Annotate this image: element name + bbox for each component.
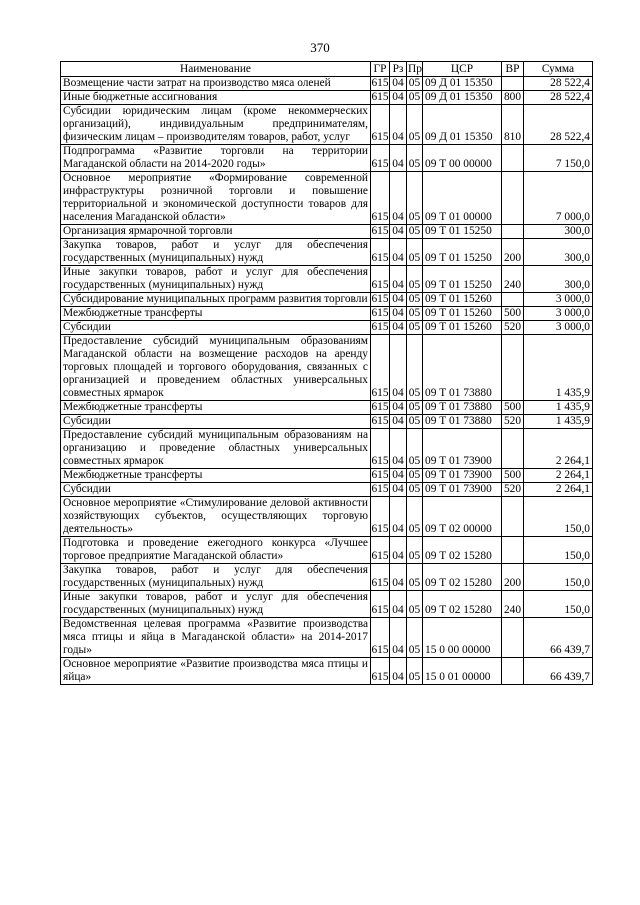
- cell-name: Предоставление субсидий муниципальным образованиям на организацию и проведение областных универсальных совместных ярмарок: [61, 429, 371, 469]
- cell-pr: 05: [407, 429, 423, 469]
- cell-name: Иные бюджетные ассигнования: [61, 91, 371, 105]
- cell-name: Ведомственная целевая программа «Развитие производства мяса птицы и яйца в Магаданской области» на 2014-2017 годы»: [61, 618, 371, 658]
- cell-pr: 05: [407, 618, 423, 658]
- cell-gr: 615: [371, 172, 390, 225]
- cell-gr: 615: [371, 105, 390, 145]
- table-row: [61, 401, 593, 415]
- cell-sum: 3 000,0: [524, 321, 593, 335]
- table-row: [61, 239, 593, 266]
- cell-vr: [502, 537, 524, 564]
- cell-pr: 05: [407, 483, 423, 497]
- cell-rz: 04: [390, 91, 407, 105]
- budget-table: [60, 61, 593, 685]
- cell-name: Основное мероприятие «Стимулирование деловой активности хозяйствующих субъектов, осуществляющих торговую деятельность»: [61, 497, 371, 537]
- table-row: [61, 266, 593, 293]
- cell-name: Субсидии: [61, 321, 371, 335]
- cell-pr: 05: [407, 321, 423, 335]
- cell-csr: 09 Т 01 73880: [423, 415, 502, 429]
- cell-csr: 09 Т 01 73900: [423, 429, 502, 469]
- header-pr: Пр: [408, 62, 422, 75]
- cell-vr: 520: [502, 483, 524, 497]
- table-row: [61, 429, 593, 469]
- table-row: [61, 105, 593, 145]
- cell-csr: 09 Т 02 15280: [423, 564, 502, 591]
- cell-sum: 28 522,4: [524, 77, 593, 91]
- cell-gr: 615: [371, 145, 390, 172]
- cell-vr: 520: [502, 415, 524, 429]
- cell-vr: 810: [502, 105, 524, 145]
- cell-pr: 05: [407, 293, 423, 307]
- cell-sum: 28 522,4: [524, 105, 593, 145]
- table-row: [61, 618, 593, 658]
- cell-csr: 09 Т 01 00000: [423, 172, 502, 225]
- table-header-row: [61, 62, 593, 77]
- cell-vr: 200: [502, 239, 524, 266]
- cell-name: Межбюджетные трансферты: [61, 307, 371, 321]
- cell-vr: [502, 293, 524, 307]
- cell-gr: 615: [371, 658, 390, 685]
- cell-csr: 09 Т 01 73880: [423, 401, 502, 415]
- table-row: [61, 564, 593, 591]
- cell-pr: 05: [407, 469, 423, 483]
- cell-csr: 09 Т 01 15250: [423, 225, 502, 239]
- cell-name: Организация ярмарочной торговли: [61, 225, 371, 239]
- cell-name: Закупка товаров, работ и услуг для обеспечения государственных (муниципальных) нужд: [61, 564, 371, 591]
- cell-rz: 04: [390, 618, 407, 658]
- table-row: [61, 321, 593, 335]
- cell-sum: 300,0: [524, 266, 593, 293]
- cell-gr: 615: [371, 401, 389, 413]
- cell-pr: 05: [407, 91, 423, 105]
- cell-pr: 05: [407, 105, 423, 145]
- cell-rz: 04: [390, 105, 407, 145]
- table-row: [61, 335, 593, 401]
- cell-gr: 615: [371, 429, 390, 469]
- cell-sum: 150,0: [524, 564, 593, 591]
- cell-pr: 05: [407, 335, 423, 401]
- cell-gr: 615: [371, 307, 389, 319]
- cell-name: Основное мероприятие «Развитие производства мяса птицы и яйца»: [61, 658, 371, 685]
- cell-gr: 615: [371, 77, 389, 89]
- cell-name: Предоставление субсидий муниципальным образованиям Магаданской области на возмещение расходов на аренду торговых площадей и торгового оборудования, связанных с организацией и проведением областных универсальных совместных ярмарок: [61, 335, 371, 401]
- cell-name: Возмещение части затрат на производство мяса оленей: [61, 77, 371, 91]
- cell-gr: 615: [371, 483, 389, 495]
- page-number: 370: [310, 40, 330, 55]
- cell-rz: 04: [390, 429, 407, 469]
- cell-vr: [502, 172, 524, 225]
- cell-name: Закупка товаров, работ и услуг для обеспечения государственных (муниципальных) нужд: [61, 239, 371, 266]
- cell-sum: 3 000,0: [524, 293, 593, 307]
- cell-csr: 09 Д 01 15350: [423, 105, 502, 145]
- header-sum: Сумма: [524, 62, 593, 77]
- cell-vr: [502, 497, 524, 537]
- table-row: [61, 497, 593, 537]
- cell-vr: [502, 145, 524, 172]
- cell-rz: 04: [390, 415, 407, 429]
- cell-csr: 09 Т 00 00000: [423, 145, 502, 172]
- cell-sum: 150,0: [524, 591, 593, 618]
- cell-name: Субсидирование муниципальных программ развития торговли: [61, 293, 371, 307]
- table-row: [61, 145, 593, 172]
- cell-vr: 500: [502, 469, 524, 483]
- cell-rz: 04: [390, 497, 407, 537]
- cell-csr: 09 Т 01 15260: [423, 307, 502, 321]
- header-rz: Рз: [390, 62, 407, 77]
- cell-gr: 615: [371, 266, 390, 293]
- cell-gr: 615: [371, 618, 390, 658]
- cell-sum: 28 522,4: [524, 91, 593, 105]
- cell-gr: 615: [371, 415, 389, 427]
- cell-rz: 04: [390, 591, 407, 618]
- cell-csr: 09 Т 01 15250: [423, 266, 502, 293]
- cell-sum: 3 000,0: [524, 307, 593, 321]
- table-row: [61, 537, 593, 564]
- table-row: [61, 172, 593, 225]
- cell-gr: 615: [371, 497, 390, 537]
- cell-csr: 09 Т 01 15260: [423, 293, 502, 307]
- cell-rz: 04: [390, 266, 407, 293]
- cell-pr: 05: [407, 239, 423, 266]
- cell-vr: [502, 77, 524, 91]
- cell-name: Межбюджетные трансферты: [61, 469, 371, 483]
- cell-sum: 150,0: [524, 537, 593, 564]
- cell-rz: 04: [390, 293, 407, 307]
- cell-sum: 2 264,1: [524, 429, 593, 469]
- cell-pr: 05: [407, 307, 423, 321]
- cell-rz: 04: [390, 401, 407, 415]
- cell-rz: 04: [390, 321, 407, 335]
- cell-rz: 04: [390, 307, 407, 321]
- cell-name: Основное мероприятие «Формирование современной инфраструктуры розничной торговли и повышение территориальной и экономической доступности товаров для населения Магаданской области»: [61, 172, 371, 225]
- cell-csr: 09 Д 01 15350: [423, 91, 502, 105]
- cell-csr: 09 Т 02 00000: [423, 497, 502, 537]
- cell-name: Подпрограмма «Развитие торговли на территории Магаданской области на 2014-2020 годы»: [61, 145, 371, 172]
- table-row: [61, 293, 593, 307]
- header-name: Наименование: [61, 62, 371, 77]
- cell-vr: 800: [502, 91, 524, 105]
- cell-csr: 09 Д 01 15350: [423, 77, 502, 91]
- cell-rz: 04: [390, 335, 407, 401]
- cell-rz: 04: [390, 658, 407, 685]
- cell-rz: 04: [390, 225, 407, 239]
- cell-sum: 2 264,1: [524, 469, 593, 483]
- table-row: [61, 591, 593, 618]
- cell-gr: 615: [371, 537, 390, 564]
- cell-gr: 615: [371, 91, 389, 103]
- cell-rz: 04: [390, 564, 407, 591]
- table-row: [61, 415, 593, 429]
- cell-gr: 615: [371, 321, 389, 333]
- table-row: [61, 225, 593, 239]
- table-row: [61, 658, 593, 685]
- cell-rz: 04: [390, 537, 407, 564]
- cell-pr: 05: [407, 537, 423, 564]
- cell-pr: 05: [407, 564, 423, 591]
- cell-csr: 15 0 01 00000: [423, 658, 502, 685]
- cell-name: Иные закупки товаров, работ и услуг для обеспечения государственных (муниципальных) нужд: [61, 266, 371, 293]
- cell-csr: 09 Т 01 15260: [423, 321, 502, 335]
- cell-vr: 500: [502, 401, 524, 415]
- cell-pr: 05: [407, 172, 423, 225]
- cell-sum: 66 439,7: [524, 658, 593, 685]
- header-csr: ЦСР: [423, 62, 502, 77]
- cell-vr: [502, 618, 524, 658]
- cell-gr: 615: [371, 564, 390, 591]
- cell-pr: 05: [407, 77, 423, 91]
- cell-rz: 04: [390, 77, 407, 91]
- cell-gr: 615: [371, 225, 389, 237]
- cell-pr: 05: [407, 415, 423, 429]
- table-row: [61, 483, 593, 497]
- cell-rz: 04: [390, 145, 407, 172]
- cell-rz: 04: [390, 483, 407, 497]
- cell-vr: [502, 335, 524, 401]
- header-vr: ВР: [502, 62, 524, 77]
- cell-gr: 615: [371, 293, 389, 305]
- cell-pr: 05: [407, 225, 423, 239]
- cell-vr: 240: [502, 266, 524, 293]
- cell-gr: 615: [371, 469, 389, 481]
- cell-sum: 7 150,0: [524, 145, 593, 172]
- cell-gr: 615: [371, 239, 390, 266]
- cell-name: Субсидии: [61, 415, 371, 429]
- cell-vr: [502, 225, 524, 239]
- cell-csr: 09 Т 01 15250: [423, 239, 502, 266]
- cell-sum: 2 264,1: [524, 483, 593, 497]
- cell-vr: 520: [502, 321, 524, 335]
- cell-rz: 04: [390, 239, 407, 266]
- cell-csr: 09 Т 02 15280: [423, 537, 502, 564]
- cell-csr: 15 0 00 00000: [423, 618, 502, 658]
- cell-rz: 04: [390, 469, 407, 483]
- cell-csr: 09 Т 02 15280: [423, 591, 502, 618]
- cell-rz: 04: [390, 172, 407, 225]
- header-gr: ГР: [371, 62, 390, 77]
- cell-pr: 05: [407, 145, 423, 172]
- cell-sum: 300,0: [524, 239, 593, 266]
- cell-gr: 615: [371, 591, 390, 618]
- cell-pr: 05: [407, 497, 423, 537]
- cell-pr: 05: [407, 266, 423, 293]
- cell-csr: 09 Т 01 73900: [423, 483, 502, 497]
- table-row: [61, 91, 593, 105]
- table-row: [61, 307, 593, 321]
- cell-vr: 200: [502, 564, 524, 591]
- cell-sum: 150,0: [524, 497, 593, 537]
- cell-sum: 1 435,9: [524, 335, 593, 401]
- table-row: [61, 77, 593, 91]
- cell-name: Субсидии юридическим лицам (кроме некоммерческих организаций), индивидуальным предпринимателям, физическим лицам – производителям товаров, работ, услуг: [61, 105, 371, 145]
- cell-name: Подготовка и проведение ежегодного конкурса «Лучшее торговое предприятие Магаданской области»: [61, 537, 371, 564]
- cell-name: Субсидии: [61, 483, 371, 497]
- cell-pr: 05: [407, 591, 423, 618]
- cell-csr: 09 Т 01 73900: [423, 469, 502, 483]
- table-row: [61, 469, 593, 483]
- cell-name: Межбюджетные трансферты: [61, 401, 371, 415]
- cell-vr: 240: [502, 591, 524, 618]
- cell-sum: 1 435,9: [524, 401, 593, 415]
- cell-name: Иные закупки товаров, работ и услуг для обеспечения государственных (муниципальных) нужд: [61, 591, 371, 618]
- cell-sum: 300,0: [524, 225, 593, 239]
- cell-csr: 09 Т 01 73880: [423, 335, 502, 401]
- cell-vr: [502, 658, 524, 685]
- cell-sum: 66 439,7: [524, 618, 593, 658]
- cell-vr: [502, 429, 524, 469]
- cell-vr: 500: [502, 307, 524, 321]
- cell-pr: 05: [407, 658, 423, 685]
- cell-sum: 1 435,9: [524, 415, 593, 429]
- cell-sum: 7 000,0: [524, 172, 593, 225]
- cell-gr: 615: [371, 335, 390, 401]
- cell-pr: 05: [407, 401, 423, 415]
